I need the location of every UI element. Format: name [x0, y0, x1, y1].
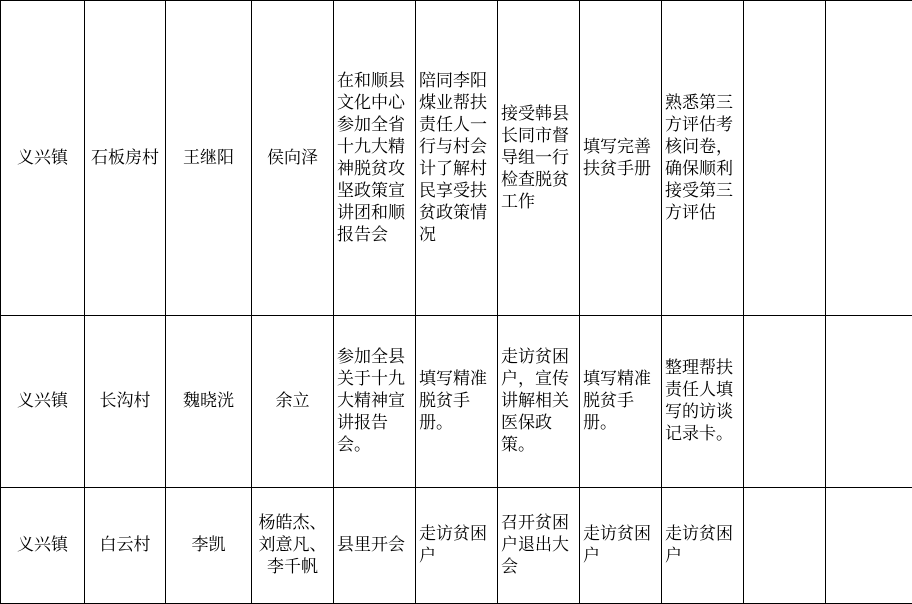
village-cell: 白云村: [85, 487, 166, 603]
village-cell: 石板房村: [85, 1, 166, 316]
task-cell-1: 在和顺县文化中心参加全省十九大精神脱贫攻坚政策宣讲团和顺报告会: [334, 1, 416, 316]
task-cell-4: 填写精准脱贫手册。: [580, 315, 662, 487]
table-row: [1, 1, 912, 316]
task-cell-1: 参加全县关于十九大精神宣讲报告会。: [334, 315, 416, 487]
town-cell: 义兴镇: [1, 1, 85, 316]
task-cell-5: 走访贫困户: [662, 487, 744, 603]
member-cell: 余立: [252, 315, 334, 487]
task-cell-3: 走访贫困户，宣传讲解相关医保政策。: [498, 315, 580, 487]
task-cell-7: [826, 1, 912, 316]
leader-cell: 李凯: [166, 487, 252, 603]
task-cell-2: 填写精准脱贫手册。: [416, 315, 498, 487]
town-cell: 义兴镇: [1, 487, 85, 603]
task-cell-3: 接受韩县长同市督导组一行检查脱贫工作: [498, 1, 580, 316]
village-cell: 长沟村: [85, 315, 166, 487]
task-cell-4: 填写完善扶贫手册: [580, 1, 662, 316]
task-cell-7: [826, 315, 912, 487]
town-cell: 义兴镇: [1, 315, 85, 487]
task-cell-6: [744, 315, 826, 487]
task-cell-4: 走访贫困户: [580, 487, 662, 603]
table-row: [1, 315, 912, 487]
task-cell-7: [826, 487, 912, 603]
member-cell: 侯向泽: [252, 1, 334, 316]
task-cell-2: 陪同李阳煤业帮扶责任人一行与村会计了解村民享受扶贫政策情况: [416, 1, 498, 316]
table-row: [1, 487, 912, 603]
task-cell-3: 召开贫困户退出大会: [498, 487, 580, 603]
leader-cell: 王继阳: [166, 1, 252, 316]
member-cell: 杨皓杰、刘意凡、李千帆: [252, 487, 334, 603]
task-cell-5: 熟悉第三方评估考核问卷，确保顺利接受第三方评估: [662, 1, 744, 316]
task-cell-6: [744, 1, 826, 316]
task-cell-1: 县里开会: [334, 487, 416, 603]
task-cell-2: 走访贫困户: [416, 487, 498, 603]
task-cell-6: [744, 487, 826, 603]
leader-cell: 魏晓洸: [166, 315, 252, 487]
task-cell-5: 整理帮扶责任人填写的访谈记录卡。: [662, 315, 744, 487]
